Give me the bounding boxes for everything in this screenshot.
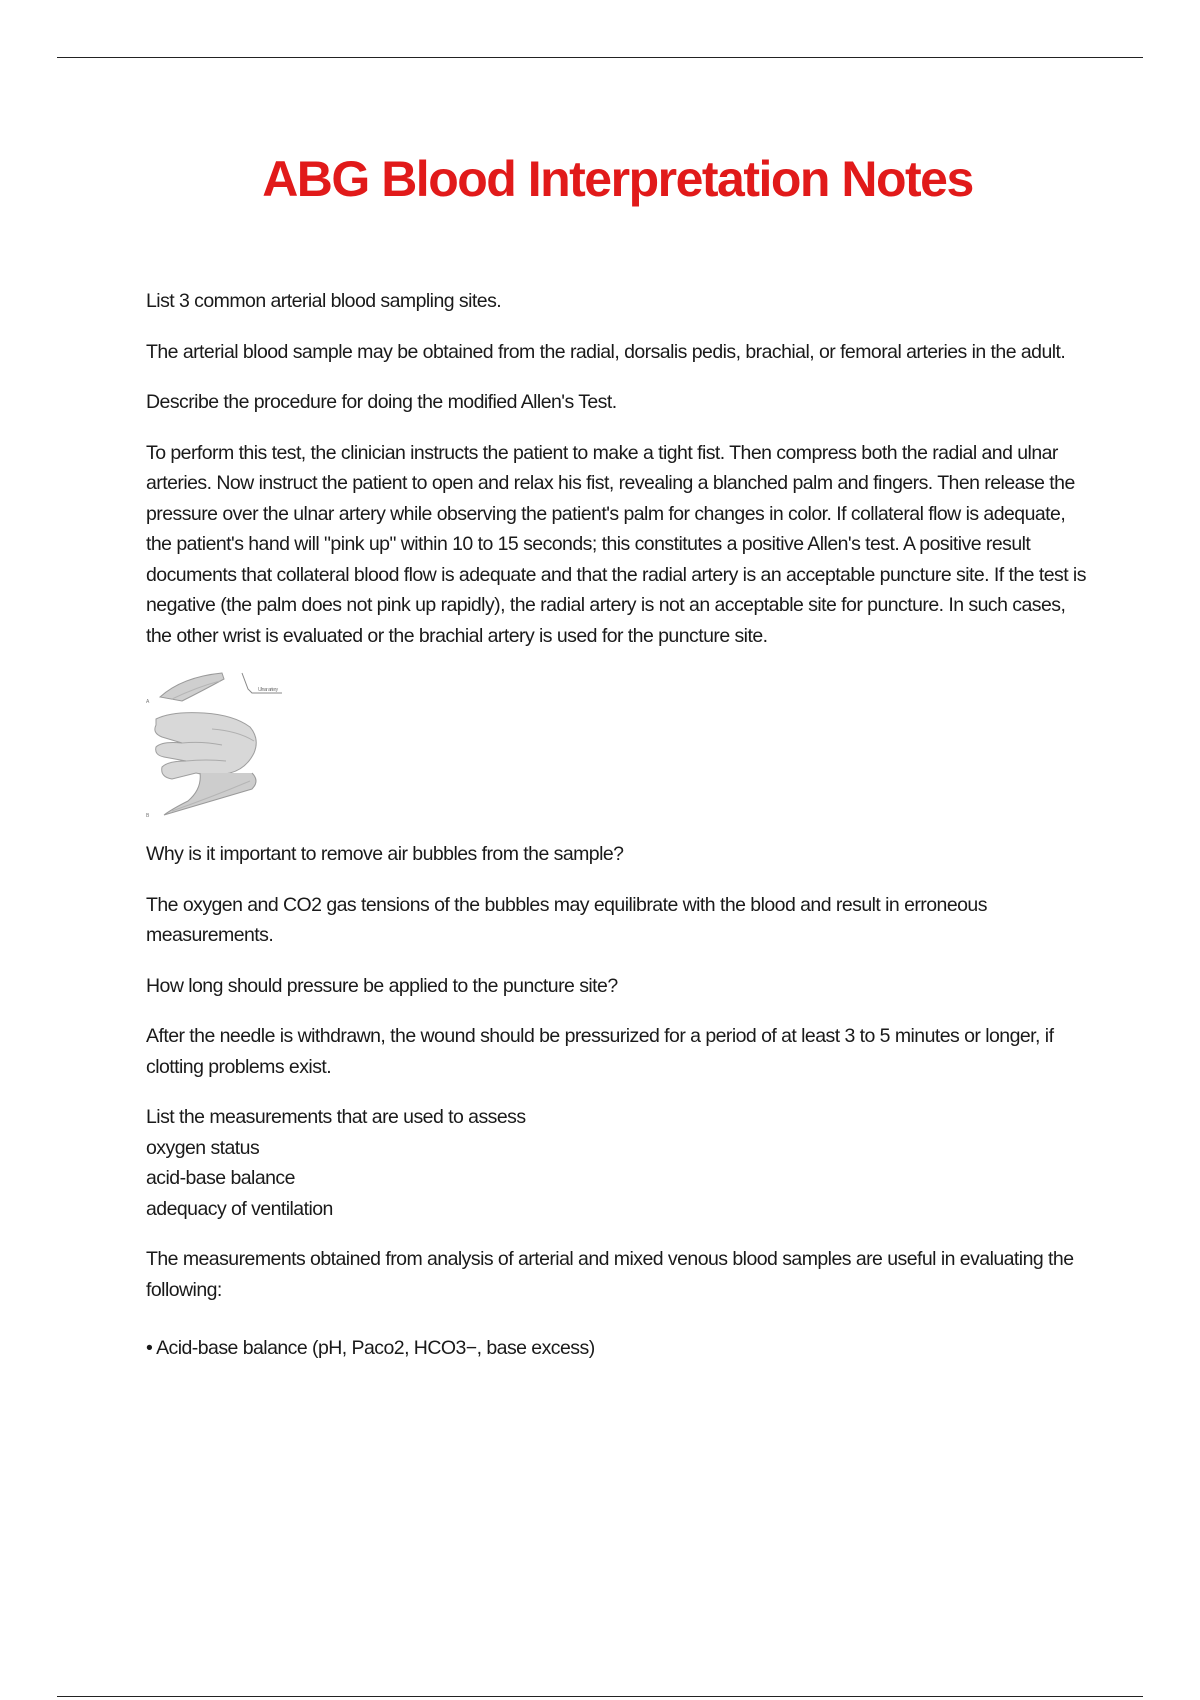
question-measurements-lead: List the measurements that are used to assess (146, 1106, 526, 1128)
top-rule (57, 57, 1143, 58)
bullet-acid-base: • Acid-base balance (pH, Paco2, HCO3−, base excess) (146, 1337, 595, 1359)
answer-allens-test: To perform this test, the clinician instructs the patient to make a tight fist. Then compress both the radial and ulnar arteries. Now instruct the patient to open and relax his fist, revealing a blanched palm and fingers. Then release the pressure over the ulnar artery while observing the patient's palm for changes in color. If collateral flow is adequate, the patient's hand will "pink up" within 10 to 15 seconds; this constitutes a positive Allen's test. A positive result documents that collateral blood flow is adequate and that the radial artery is an acceptable puncture site. If the test is negative (the palm does not pink up rapidly), the radial artery is not an acceptable site for puncture. In such cases, the other wrist is evaluated or the brachial artery is used for the puncture site. (146, 441, 1086, 647)
answer-air-bubbles: The oxygen and CO2 gas tensions of the bubbles may equilibrate with the blood and result in erroneous measurements. (146, 893, 987, 946)
answer-sampling-sites: The arterial blood sample may be obtained from the radial, dorsalis pedis, brachial, or femoral arteries in the adult. (146, 340, 1066, 363)
question-allens-test: Describe the procedure for doing the modified Allen's Test. (146, 391, 617, 413)
page-title: ABG Blood Interpretation Notes (262, 151, 973, 207)
document-body (146, 286, 1092, 1384)
question-sampling-sites: List 3 common arterial blood sampling sites. (146, 290, 502, 312)
question-air-bubbles: Why is it important to remove air bubbles from the sample? (146, 843, 624, 865)
bottom-rule (57, 1696, 1143, 1697)
figure-label-b: B (146, 813, 149, 819)
figure-caption: Ulnar artery (258, 687, 278, 693)
measurement-item: adequacy of ventilation (146, 1197, 333, 1220)
measurement-item: acid-base balance (146, 1167, 295, 1189)
question-measurements (146, 1102, 1092, 1224)
measurement-item: oxygen status (146, 1136, 260, 1159)
answer-pressure-duration: After the needle is withdrawn, the wound should be pressurized for a period of at least 3 to 5 minutes or longer, if clotting problems exist. (146, 1025, 1054, 1078)
question-pressure-duration: How long should pressure be applied to the puncture site? (146, 974, 618, 997)
figure-label-a: A (146, 699, 149, 705)
answer-measurements-intro: The measurements obtained from analysis of arterial and mixed venous blood samples are useful in evaluating the following: (146, 1248, 1074, 1301)
allens-test-illustration (142, 669, 292, 829)
